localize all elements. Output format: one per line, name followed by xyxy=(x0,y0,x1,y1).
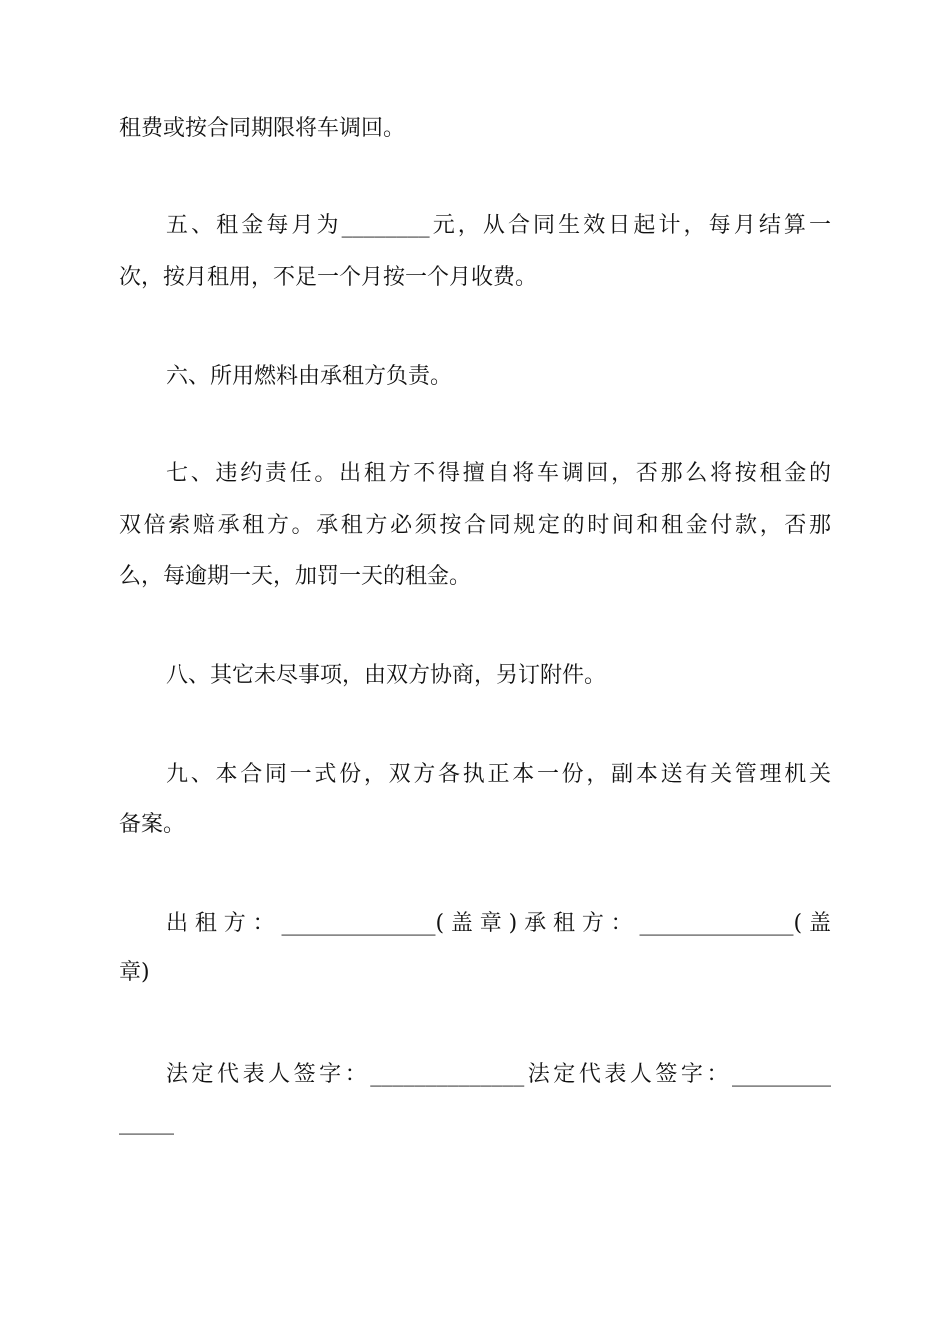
clause-5-line-1: 五、租金每月为________元，从合同生效日起计，每月结算一 xyxy=(166,213,831,238)
clause-8-line-1: 八、其它未尽事项，由双方协商，另订附件。 xyxy=(166,663,607,688)
legal-representative-signature-line-2: _____ xyxy=(119,1110,174,1135)
clause-6-line-1: 六、所用燃料由承租方负责。 xyxy=(166,364,453,389)
paragraph-4-line-2: 租费或按合同期限将车调回。 xyxy=(119,116,406,141)
signature-lessor-lessee-line-1: 出租方：______________(盖章)承租方：______________(盖 xyxy=(166,911,831,936)
clause-5-line-2: 次，按月租用，不足一个月按一个月收费。 xyxy=(119,265,538,290)
signature-lessor-lessee-line-2: 章) xyxy=(119,960,150,985)
clause-7-line-2: 双倍索赔承租方。承租方必须按合同规定的时间和租金付款，否那 xyxy=(119,513,831,538)
clause-9-line-2: 备案。 xyxy=(119,812,186,837)
clause-7-line-3: 么，每逾期一天，加罚一天的租金。 xyxy=(119,564,472,589)
legal-representative-signature-line-1: 法定代表人签字：______________法定代表人签字：_________ xyxy=(166,1062,831,1087)
clause-7-line-1: 七、违约责任。出租方不得擅自将车调回，否那么将按租金的 xyxy=(166,461,831,486)
clause-9-line-1: 九、本合同一式份，双方各执正本一份，副本送有关管理机关 xyxy=(166,762,831,787)
